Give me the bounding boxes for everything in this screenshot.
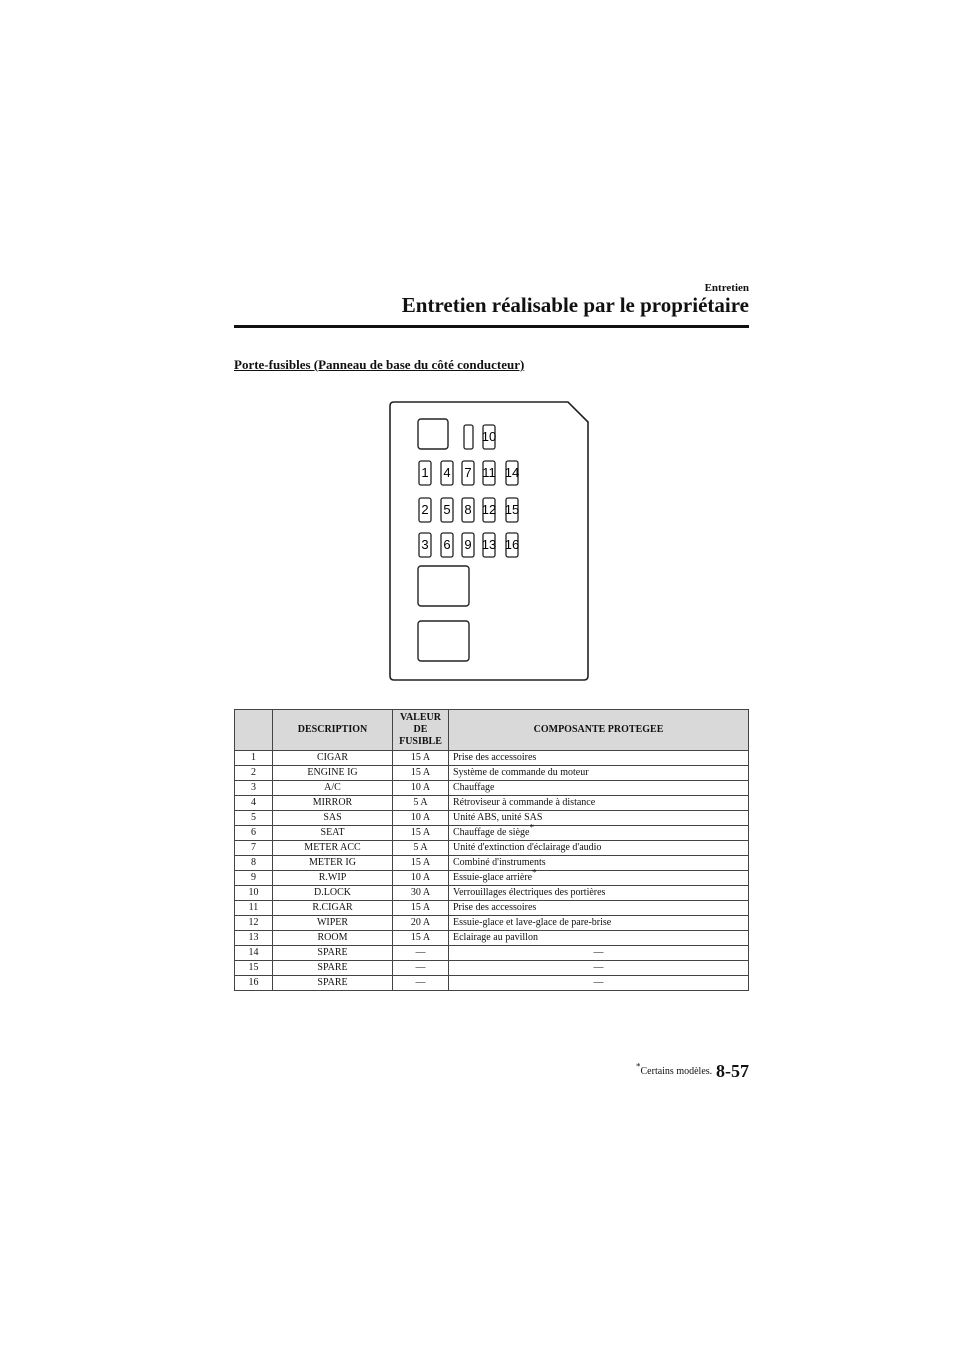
header-rating-line2: DE <box>413 724 428 735</box>
row-component <box>449 901 749 916</box>
fuse-number-label: 13 <box>481 537 497 552</box>
relay-lower-1 <box>418 566 469 606</box>
row-rating <box>393 886 449 901</box>
row-component <box>449 931 749 946</box>
row-rating <box>393 841 449 856</box>
row-component <box>449 867 749 886</box>
fuse-number-label: 9 <box>464 537 472 552</box>
row-rating <box>393 946 449 961</box>
row-rating-text: 15 A <box>410 752 431 763</box>
row-description-text: METER ACC <box>304 842 361 853</box>
relay-lower-2 <box>418 621 469 661</box>
row-description-text: SPARE <box>317 962 348 973</box>
row-description-text: A/C <box>324 782 341 793</box>
table-row <box>235 796 749 811</box>
row-rating-text: — <box>415 947 426 958</box>
row-description <box>273 886 393 901</box>
row-number-text: 2 <box>251 767 256 778</box>
row-description-text: SPARE <box>317 977 348 988</box>
row-rating <box>393 976 449 991</box>
fuse-number-label: 2 <box>421 502 429 517</box>
footer-note <box>636 1061 713 1077</box>
fuse-number-label: 3 <box>421 537 429 552</box>
fuse-number-label: 7 <box>464 465 472 480</box>
table-row <box>235 886 749 901</box>
row-component-text: Verrouillages électriques des portières <box>453 887 606 898</box>
row-number-text: 4 <box>251 797 256 808</box>
header-rating-line1: VALEUR <box>400 712 441 723</box>
table-row <box>235 901 749 916</box>
row-rating-text: 10 A <box>410 782 431 793</box>
row-component <box>449 856 749 871</box>
row-component-text: — <box>593 977 604 988</box>
row-rating-text: 10 A <box>410 872 431 883</box>
row-description <box>273 856 393 871</box>
row-number <box>235 751 273 766</box>
row-component-text: — <box>593 962 604 973</box>
fuse-number-label: 6 <box>443 537 451 552</box>
row-component-text: Prise des accessoires <box>453 902 537 913</box>
row-number-text: 5 <box>251 812 256 823</box>
row-component-text: Unité ABS, unité SAS <box>453 812 543 823</box>
row-component-text: Système de commande du moteur <box>453 767 589 778</box>
row-description <box>273 751 393 766</box>
table-row <box>235 871 749 886</box>
row-rating <box>393 856 449 871</box>
row-component-text: Chauffage de siège <box>453 827 530 838</box>
row-description-text: WIPER <box>316 917 349 928</box>
row-component <box>449 946 749 961</box>
row-description-text: ROOM <box>317 932 348 943</box>
table-row <box>235 811 749 826</box>
row-description-text: METER IG <box>309 857 356 868</box>
footer-star: * <box>636 1061 641 1072</box>
fuse-box-diagram <box>388 400 590 682</box>
header-rating-line3: FUSIBLE <box>399 736 442 747</box>
table-row <box>235 976 749 991</box>
row-number <box>235 946 273 961</box>
row-description <box>273 931 393 946</box>
row-rating-text: 15 A <box>410 827 431 838</box>
row-number-text: 13 <box>248 932 259 943</box>
fuse-slot-spare-top <box>464 425 473 449</box>
fuse-number-label: 5 <box>443 502 451 517</box>
row-description-text: SEAT <box>320 827 345 838</box>
table-row <box>235 916 749 931</box>
row-component <box>449 961 749 976</box>
row-description-text: MIRROR <box>312 797 353 808</box>
row-number <box>235 826 273 841</box>
row-description-text: SPARE <box>317 947 348 958</box>
table-row <box>235 766 749 781</box>
row-description <box>273 796 393 811</box>
fuse-number-label: 4 <box>443 465 451 480</box>
row-component-text: — <box>593 947 604 958</box>
row-description <box>273 901 393 916</box>
fuse-number-label: 16 <box>504 537 520 552</box>
row-description-text: R.WIP <box>318 872 347 883</box>
relay-top-left <box>418 419 448 449</box>
row-number-text: 12 <box>248 917 259 928</box>
page-title: Entretien réalisable par le propriétaire <box>401 293 749 317</box>
row-rating <box>393 901 449 916</box>
row-number <box>235 931 273 946</box>
table-header-row <box>235 710 749 751</box>
row-component-text: Combiné d'instruments <box>453 857 546 868</box>
row-rating <box>393 796 449 811</box>
row-description <box>273 916 393 931</box>
row-component <box>449 916 749 931</box>
section-label: Entretien <box>704 282 749 294</box>
table-row <box>235 826 749 841</box>
header-rating <box>393 710 449 751</box>
row-description <box>273 961 393 976</box>
row-number <box>235 871 273 886</box>
asterisk-mark: * <box>532 867 537 878</box>
row-component <box>449 976 749 991</box>
row-rating <box>393 961 449 976</box>
row-number-text: 6 <box>251 827 256 838</box>
row-component <box>449 766 749 781</box>
row-rating-text: 15 A <box>410 932 431 943</box>
row-component-text: Chauffage <box>453 782 495 793</box>
row-component-text: Prise des accessoires <box>453 752 537 763</box>
row-number-text: 1 <box>251 752 256 763</box>
fuse-number-label: 1 <box>421 465 429 480</box>
row-description <box>273 946 393 961</box>
row-rating <box>393 826 449 841</box>
row-description <box>273 781 393 796</box>
row-rating <box>393 931 449 946</box>
row-component <box>449 751 749 766</box>
table-row <box>235 856 749 871</box>
row-rating-text: — <box>415 962 426 973</box>
row-component <box>449 822 749 841</box>
row-rating-text: 15 A <box>410 857 431 868</box>
header-number <box>235 710 273 751</box>
row-number-text: 7 <box>251 842 256 853</box>
fuse-number-label: 11 <box>482 465 496 480</box>
row-rating <box>393 811 449 826</box>
row-description-text: ENGINE IG <box>307 767 358 778</box>
row-description <box>273 811 393 826</box>
fuse-number-label: 8 <box>464 502 472 517</box>
header-description: DESCRIPTION <box>273 710 393 751</box>
row-number-text: 14 <box>248 947 259 958</box>
row-rating <box>393 766 449 781</box>
subsection-title: Porte-fusibles (Panneau de base du côté conducteur) <box>234 357 525 372</box>
row-number-text: 9 <box>251 872 256 883</box>
row-component-text: Eclairage au pavillon <box>453 932 538 943</box>
row-number <box>235 766 273 781</box>
row-number <box>235 961 273 976</box>
row-rating-text: — <box>415 977 426 988</box>
row-rating-text: 10 A <box>410 812 431 823</box>
row-component-text: Essuie-glace et lave-glace de pare-brise <box>453 917 612 928</box>
page-number: 8-57 <box>716 1061 749 1081</box>
row-number <box>235 811 273 826</box>
header-component: COMPOSANTE PROTEGEE <box>449 710 749 751</box>
row-description <box>273 976 393 991</box>
row-component <box>449 781 749 796</box>
row-number-text: 16 <box>248 977 259 988</box>
row-component-text: Unité d'extinction d'éclairage d'audio <box>453 842 602 853</box>
table-row <box>235 946 749 961</box>
row-rating <box>393 781 449 796</box>
row-number <box>235 901 273 916</box>
row-rating-text: 30 A <box>410 887 431 898</box>
row-description <box>273 871 393 886</box>
fuse-table <box>234 709 749 991</box>
row-description-text: CIGAR <box>316 752 349 763</box>
fuse-number-label: 14 <box>504 465 520 480</box>
row-rating-text: 15 A <box>410 767 431 778</box>
table-row <box>235 841 749 856</box>
fuse-number-label: 15 <box>504 502 520 517</box>
row-number-text: 8 <box>251 857 256 868</box>
row-number-text: 15 <box>248 962 259 973</box>
fuse-number-label: 12 <box>481 502 497 517</box>
row-number <box>235 886 273 901</box>
footer-note-text: Certains modèles. <box>640 1066 713 1077</box>
row-rating <box>393 751 449 766</box>
table-row <box>235 781 749 796</box>
row-rating-text: 15 A <box>410 902 431 913</box>
row-description-text: R.CIGAR <box>312 902 353 913</box>
fuse-number-label: 10 <box>481 429 497 444</box>
table-row <box>235 961 749 976</box>
row-rating-text: 5 A <box>413 842 428 853</box>
row-rating <box>393 916 449 931</box>
row-number <box>235 976 273 991</box>
row-number <box>235 916 273 931</box>
row-component <box>449 796 749 811</box>
row-component <box>449 841 749 856</box>
row-number <box>235 841 273 856</box>
row-rating-text: 5 A <box>413 797 428 808</box>
row-number-text: 11 <box>248 902 259 913</box>
row-description <box>273 826 393 841</box>
row-description-text: SAS <box>323 812 342 823</box>
row-component <box>449 811 749 826</box>
row-description <box>273 766 393 781</box>
row-number-text: 3 <box>251 782 256 793</box>
asterisk-mark: * <box>529 822 534 833</box>
row-rating-text: 20 A <box>410 917 431 928</box>
row-description-text: D.LOCK <box>314 887 351 898</box>
header-rule <box>234 325 749 328</box>
row-component <box>449 886 749 901</box>
row-component-text: Rétroviseur à commande à distance <box>453 797 596 808</box>
row-number <box>235 781 273 796</box>
table-row <box>235 751 749 766</box>
row-number <box>235 796 273 811</box>
row-component-text: Essuie-glace arrière <box>453 872 533 883</box>
row-rating <box>393 871 449 886</box>
row-number <box>235 856 273 871</box>
row-description <box>273 841 393 856</box>
row-number-text: 10 <box>248 887 259 898</box>
table-row <box>235 931 749 946</box>
